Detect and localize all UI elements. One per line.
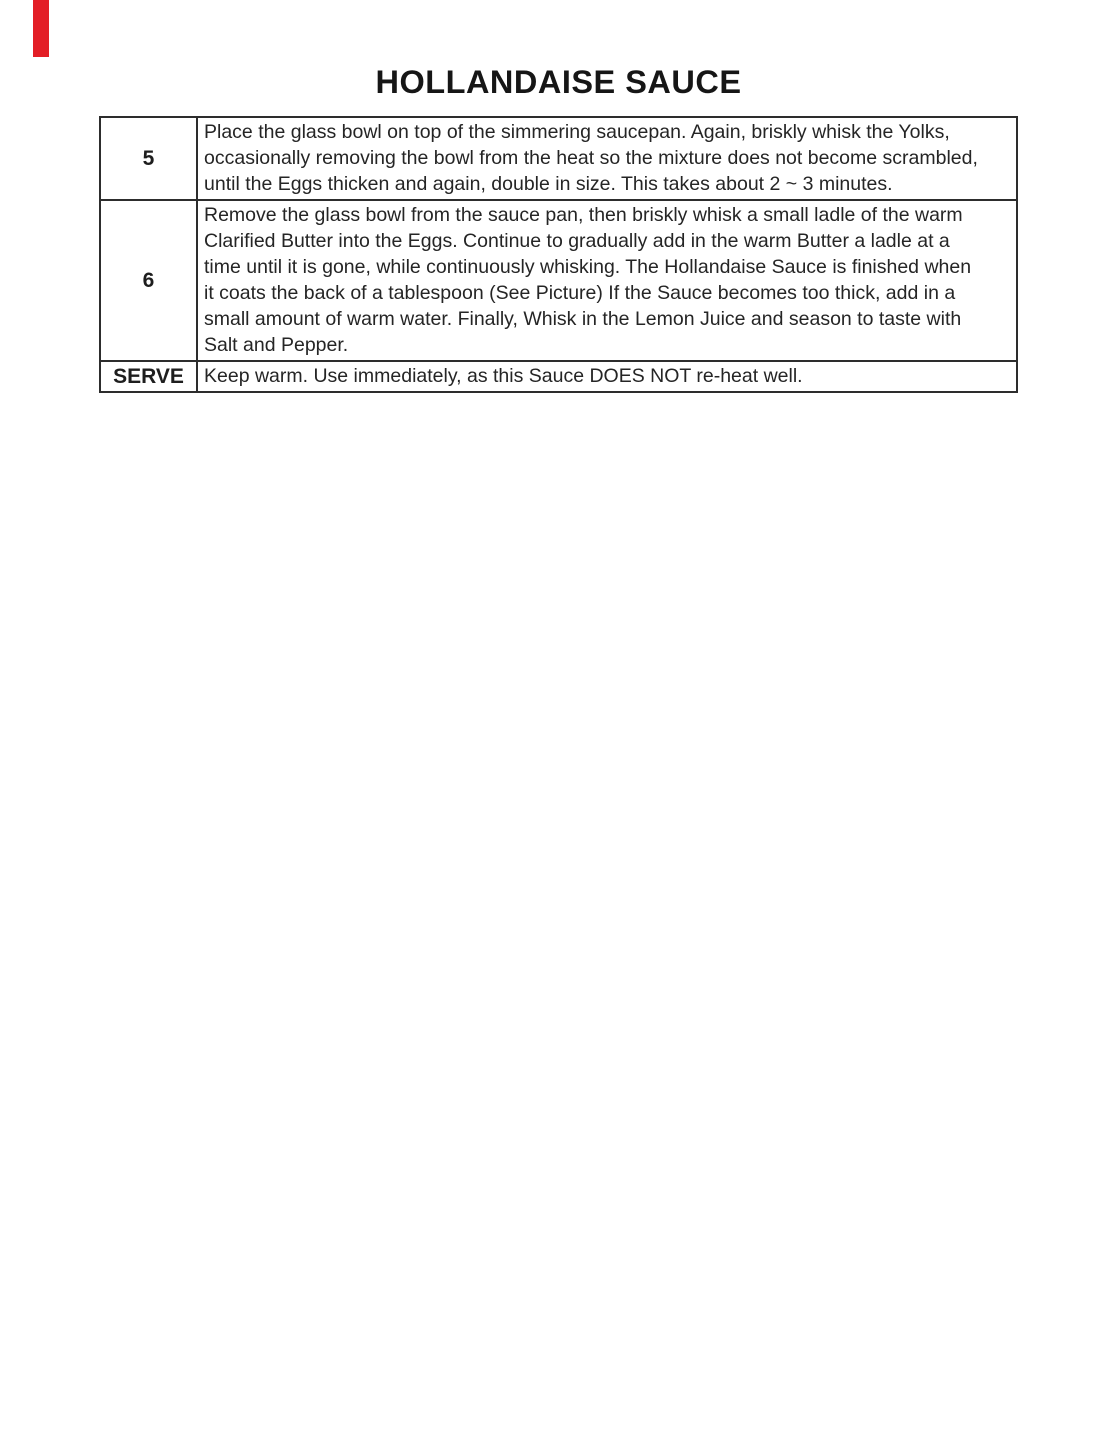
step-number-cell: 5: [100, 117, 197, 200]
text-line: it coats the back of a tablespoon (See Picture) If the Sauce becomes too thick, add in a: [204, 282, 956, 304]
step-instructions-cell: [197, 117, 1017, 200]
text-line: Salt and Pepper.: [204, 334, 349, 356]
red-bookmark-bar: [33, 0, 49, 57]
text-line: Keep warm. Use immediately, as this Sauce DOES NOT re-heat well.: [204, 365, 803, 387]
table-row-step-6: [100, 200, 1017, 361]
serve-label-cell: SERVE: [100, 361, 197, 392]
page-title: HOLLANDAISE SAUCE: [375, 64, 742, 100]
text-line: time until it is gone, while continuously whisking. The Hollandaise Sauce is finished when: [204, 256, 972, 278]
text-line: Clarified Butter into the Eggs. Continue to gradually add in the warm Butter a ladle at a: [204, 230, 950, 252]
text-line: small amount of warm water. Finally, Whisk in the Lemon Juice and season to taste with: [204, 308, 962, 330]
document-content: [99, 62, 1018, 393]
text-line: until the Eggs thicken and again, double in size. This takes about 2 ~ 3 minutes.: [204, 173, 893, 195]
step-number-cell: 6: [100, 200, 197, 361]
recipe-steps-table: [99, 116, 1018, 393]
text-line: Remove the glass bowl from the sauce pan, then briskly whisk a small ladle of the warm: [204, 204, 963, 226]
step-instructions-cell: [197, 200, 1017, 361]
text-line: Place the glass bowl on top of the simmering saucepan. Again, briskly whisk the Yolks,: [204, 121, 950, 143]
text-line: occasionally removing the bowl from the heat so the mixture does not become scrambled,: [204, 147, 978, 169]
table-row-serve: [100, 361, 1017, 392]
serve-instructions-cell: [197, 361, 1017, 392]
table-row-step-5: [100, 117, 1017, 200]
